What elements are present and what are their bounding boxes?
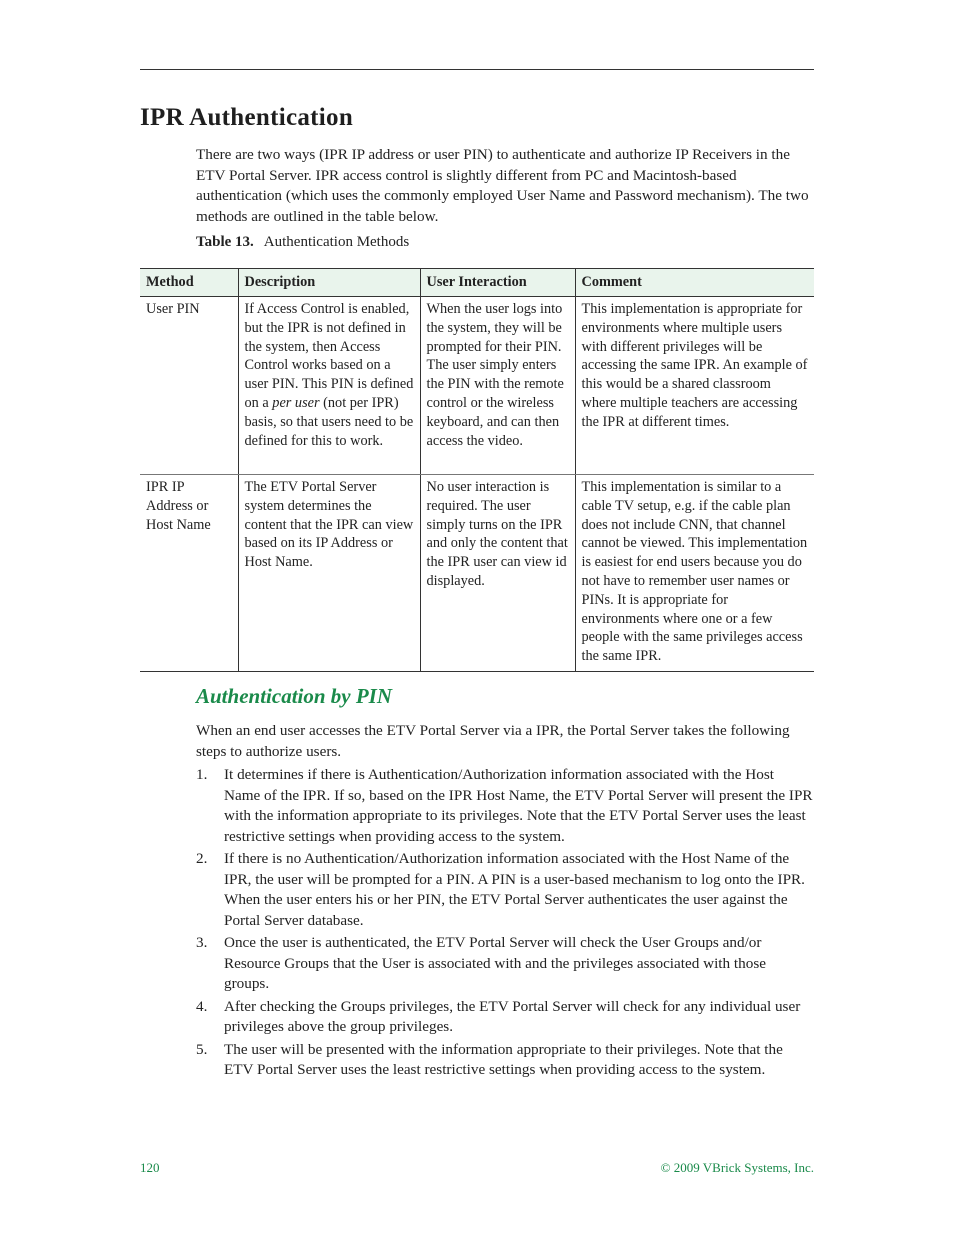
step-text: Once the user is authenticated, the ETV Portal Server will check the User Groups and/or Resource Groups that the User is associated with and the privileges associated with those groups. bbox=[224, 934, 766, 992]
header-method: Method bbox=[140, 269, 238, 297]
cell-method: User PIN bbox=[140, 297, 238, 475]
cell-description: The ETV Portal Server system determines the content that the IPR can view based on its IP Address or Host Name. bbox=[238, 475, 420, 672]
table-caption-text: Authentication Methods bbox=[263, 234, 410, 250]
cell-user-interaction: When the user logs into the system, they will be prompted for their PIN. The user simply enters the PIN with the remote control or the wireless keyboard, and can then access the video. bbox=[420, 297, 575, 475]
step-number: 3. bbox=[196, 934, 208, 951]
list-item bbox=[196, 1040, 814, 1081]
cell-method: IPR IP Address or Host Name bbox=[140, 475, 238, 672]
cell-user-interaction: No user interaction is required. The user simply turns on the IPR and only the content that the IPR user can view id displayed. bbox=[420, 475, 575, 672]
step-text: After checking the Groups privileges, the ETV Portal Server will check for any individual user privileges above the group privileges. bbox=[224, 997, 801, 1035]
step-text: If there is no Authentication/Authorization information associated with the Host Name of the IPR, the user will be prompted for a PIN. A PIN is a user-based mechanism to log onto the IPR. When the user enters his or her PIN, the ETV Portal Server authenticates the user against the Portal Server database. bbox=[224, 850, 805, 929]
intro-paragraph: There are two ways (IPR IP address or user PIN) to authenticate and authorize IP Receivers in the ETV Portal Server. IPR access control is slightly different from PC and Macintosh-based authentication (which uses the commonly employed User Name and Password mechanism). The two methods are outlined in the table below. bbox=[196, 146, 809, 225]
copyright-notice: © 2009 VBrick Systems, Inc. bbox=[660, 1160, 814, 1175]
description-text: If Access Control is enabled, but the IPR is not defined in the system, then Access Control works based on a user PIN. This PIN is defined on a bbox=[244, 301, 414, 411]
header-description: Description bbox=[238, 269, 420, 297]
table-caption bbox=[196, 234, 409, 251]
page-number: 120 bbox=[140, 1160, 160, 1175]
cell-comment: This implementation is similar to a cable TV setup, e.g. if the cable plan does not include CNN, that channel cannot be viewed. This implementation is easiest for end users because you do not have to remember user names or PINs. It is appropriate for environments where one or a few people with the same privileges access the same IPR. bbox=[575, 475, 814, 672]
step-number: 1. bbox=[196, 766, 208, 783]
step-text: It determines if there is Authentication/Authorization information associated with the Host Name of the IPR. If so, based on the IPR Host Name, the ETV Portal Server will present the IPR with the information appropriate to its privileges. Note that the ETV Portal Server uses the least restrictive settings when providing access to the system. bbox=[224, 766, 813, 845]
cell-comment: This implementation is appropriate for environments where multiple users with different privileges will be accessing the same IPR. An example of this would be a shared classroom where multiple teachers are accessing the IPR at different times. bbox=[575, 297, 814, 475]
section-subheading: Authentication by PIN bbox=[196, 684, 393, 708]
table-row bbox=[140, 475, 814, 672]
steps-list bbox=[196, 765, 814, 1083]
cell-description bbox=[238, 297, 420, 475]
list-item bbox=[196, 849, 814, 931]
authentication-methods-table bbox=[140, 268, 814, 672]
list-item bbox=[196, 765, 814, 847]
step-number: 2. bbox=[196, 850, 208, 867]
step-number: 4. bbox=[196, 997, 208, 1015]
header-user-interaction: User Interaction bbox=[420, 269, 575, 297]
table-row bbox=[140, 297, 814, 475]
step-text: The user will be presented with the information appropriate to their privileges. Note that the ETV Portal Server uses the least restrictive settings when providing access to the system. bbox=[224, 1040, 783, 1078]
lead-paragraph: When an end user accesses the ETV Portal Server via a IPR, the Portal Server takes the following steps to authorize users. bbox=[196, 722, 790, 760]
table-header-row bbox=[140, 269, 814, 297]
step-number: 5. bbox=[196, 1040, 208, 1058]
page-title: IPR Authentication bbox=[140, 104, 354, 131]
top-rule bbox=[140, 69, 814, 70]
list-item bbox=[196, 997, 814, 1038]
header-comment: Comment bbox=[575, 269, 814, 297]
list-item bbox=[196, 933, 814, 995]
table-caption-label: Table 13. bbox=[196, 234, 254, 250]
description-emphasis: per user bbox=[272, 394, 320, 411]
description-text: (not per IPR) basis, so that users need to be defined for this to work. bbox=[244, 394, 414, 449]
